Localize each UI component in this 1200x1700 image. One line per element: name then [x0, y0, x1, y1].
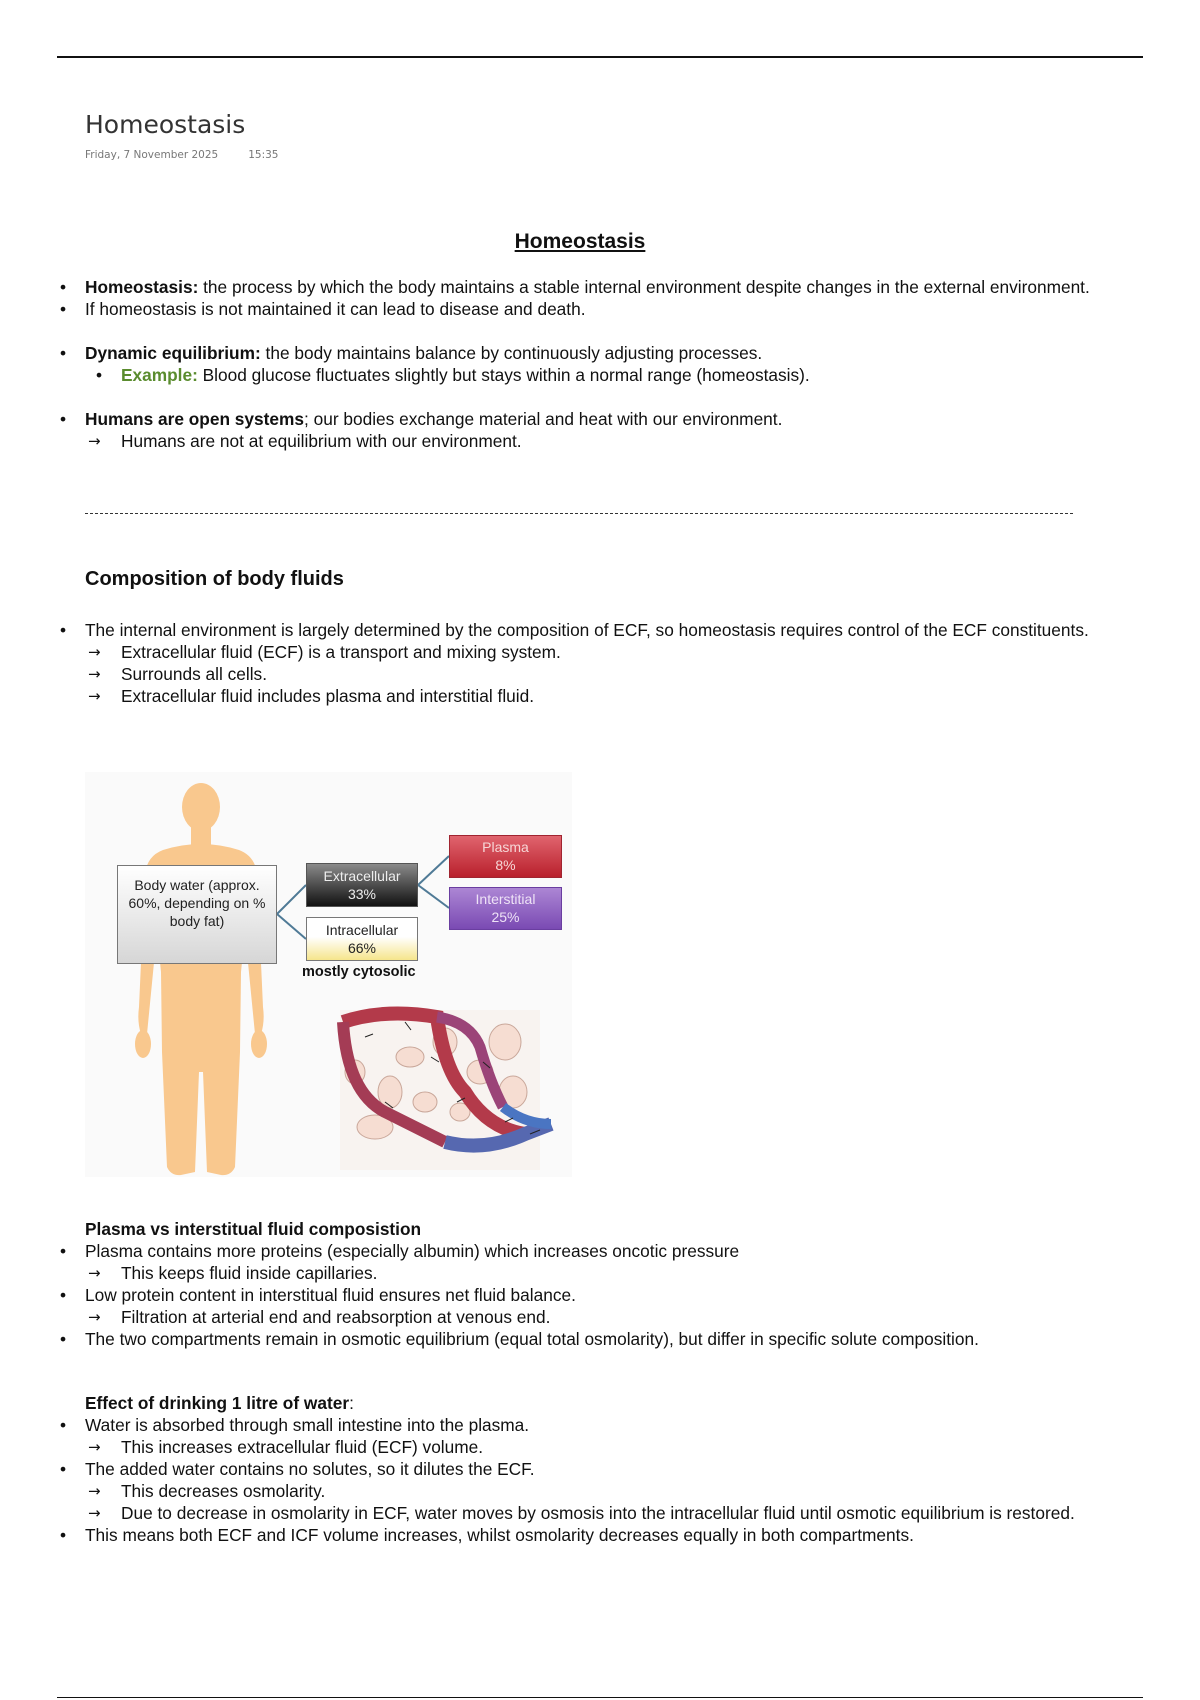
plasma-box	[449, 835, 562, 878]
bullet-low-protein: • Low protein content in interstitual fluid ensures net fluid balance.	[56, 1284, 1096, 1306]
arrow-open-systems: → Humans are not at equilibrium with our environment.	[56, 430, 1096, 452]
drinking-heading-colon: :	[349, 1393, 354, 1413]
example-text: Blood glucose fluctuates slightly but stays within a normal range (homeostasis).	[197, 365, 810, 385]
sub-bullet-example	[56, 364, 1096, 386]
bullet-dynamic-equilibrium	[56, 342, 1096, 364]
arrow-surrounds-cells: → Surrounds all cells.	[56, 663, 1096, 685]
dashed-divider	[85, 513, 1073, 514]
bullet-homeostasis	[56, 276, 1096, 298]
term-homeostasis: Homeostasis:	[85, 277, 199, 297]
term-dynamic-equilibrium: Dynamic equilibrium:	[85, 343, 261, 363]
top-rule	[57, 56, 1143, 58]
composition-block	[56, 619, 1096, 707]
bullet-plasma-proteins: • Plasma contains more proteins (especially albumin) which increases oncotic pressure	[56, 1240, 1096, 1262]
interstitial-box	[449, 887, 562, 930]
definition-homeostasis: the process by which the body maintains a stable internal environment despite changes in the external environment.	[198, 277, 1090, 297]
page-date: Friday, 7 November 2025	[85, 149, 219, 161]
drinking-block	[56, 1392, 1096, 1546]
extracellular-pct: 33%	[347, 886, 377, 902]
body-water-box: Body water (approx. 60%, depending on % body fat)	[117, 865, 277, 964]
intro-block	[56, 276, 1096, 452]
term-open-systems: Humans are open systems	[85, 409, 304, 429]
plasma-pct: 8%	[495, 857, 516, 873]
page-meta	[85, 149, 278, 161]
composition-heading: Composition of body fluids	[85, 568, 344, 590]
drinking-heading-text: Effect of drinking 1 litre of water	[85, 1393, 350, 1413]
body-fluid-figure	[85, 772, 572, 1177]
bullet-no-solutes: • The added water contains no solutes, so it dilutes the ECF.	[56, 1458, 1096, 1480]
plasma-vs-if-heading-text: Plasma vs interstitual fluid composistion	[85, 1219, 422, 1239]
bullet-osmotic-equilibrium: • The two compartments remain in osmotic equilibrium (equal total osmolarity), but differ in specific solute composition.	[56, 1328, 1096, 1350]
bullet-internal-environment: • The internal environment is largely determined by the composition of ECF, so homeostasis requires control of the ECF constituents.	[56, 619, 1096, 641]
page-title: Homeostasis	[85, 110, 246, 139]
bottom-rule	[57, 1697, 1143, 1698]
arrow-osmosis: → Due to decrease in osmolarity in ECF, water moves by osmosis into the intracellular fluid until osmotic equilibrium is restored.	[56, 1502, 1096, 1524]
example-label: Example:	[121, 365, 198, 385]
definition-dynamic-equilibrium: the body maintains balance by continuously adjusting processes.	[260, 343, 763, 363]
drinking-heading	[56, 1392, 1096, 1414]
arrow-keeps-fluid: → This keeps fluid inside capillaries.	[56, 1262, 1096, 1284]
plasma-vs-if-heading	[56, 1218, 1096, 1240]
interstitial-pct: 25%	[491, 909, 520, 925]
intracellular-pct: 66%	[347, 940, 377, 956]
arrow-ecf-transport: → Extracellular fluid (ECF) is a transport and mixing system.	[56, 641, 1096, 663]
plasma-label: Plasma	[482, 839, 529, 855]
mostly-cytosolic-label: mostly cytosolic	[302, 964, 416, 980]
bullet-both-volumes: • This means both ECF and ICF volume increases, whilst osmolarity decreases equally in both compartments.	[56, 1524, 1096, 1546]
arrow-decreases-osmolarity: → This decreases osmolarity.	[56, 1480, 1096, 1502]
page-time: 15:35	[248, 149, 279, 161]
extracellular-box	[306, 863, 418, 907]
intracellular-label: Intracellular	[325, 922, 399, 938]
bullet-disease: • If homeostasis is not maintained it can lead to disease and death.	[56, 298, 1096, 320]
arrow-ecf-volume: → This increases extracellular fluid (ECF) volume.	[56, 1436, 1096, 1458]
plasma-vs-if-block	[56, 1218, 1096, 1350]
interstitial-label: Interstitial	[475, 891, 536, 907]
arrow-filtration: → Filtration at arterial end and reabsorption at venous end.	[56, 1306, 1096, 1328]
intracellular-box	[306, 917, 418, 961]
capillary-illustration	[340, 1010, 551, 1170]
bullet-water-absorbed: • Water is absorbed through small intestine into the plasma.	[56, 1414, 1096, 1436]
arrow-ecf-includes: → Extracellular fluid includes plasma and interstitial fluid.	[56, 685, 1096, 707]
extracellular-label: Extracellular	[323, 868, 401, 884]
bullet-open-systems	[56, 408, 1096, 430]
definition-open-systems: ; our bodies exchange material and heat with our environment.	[304, 409, 783, 429]
main-heading: Homeostasis	[514, 230, 646, 253]
